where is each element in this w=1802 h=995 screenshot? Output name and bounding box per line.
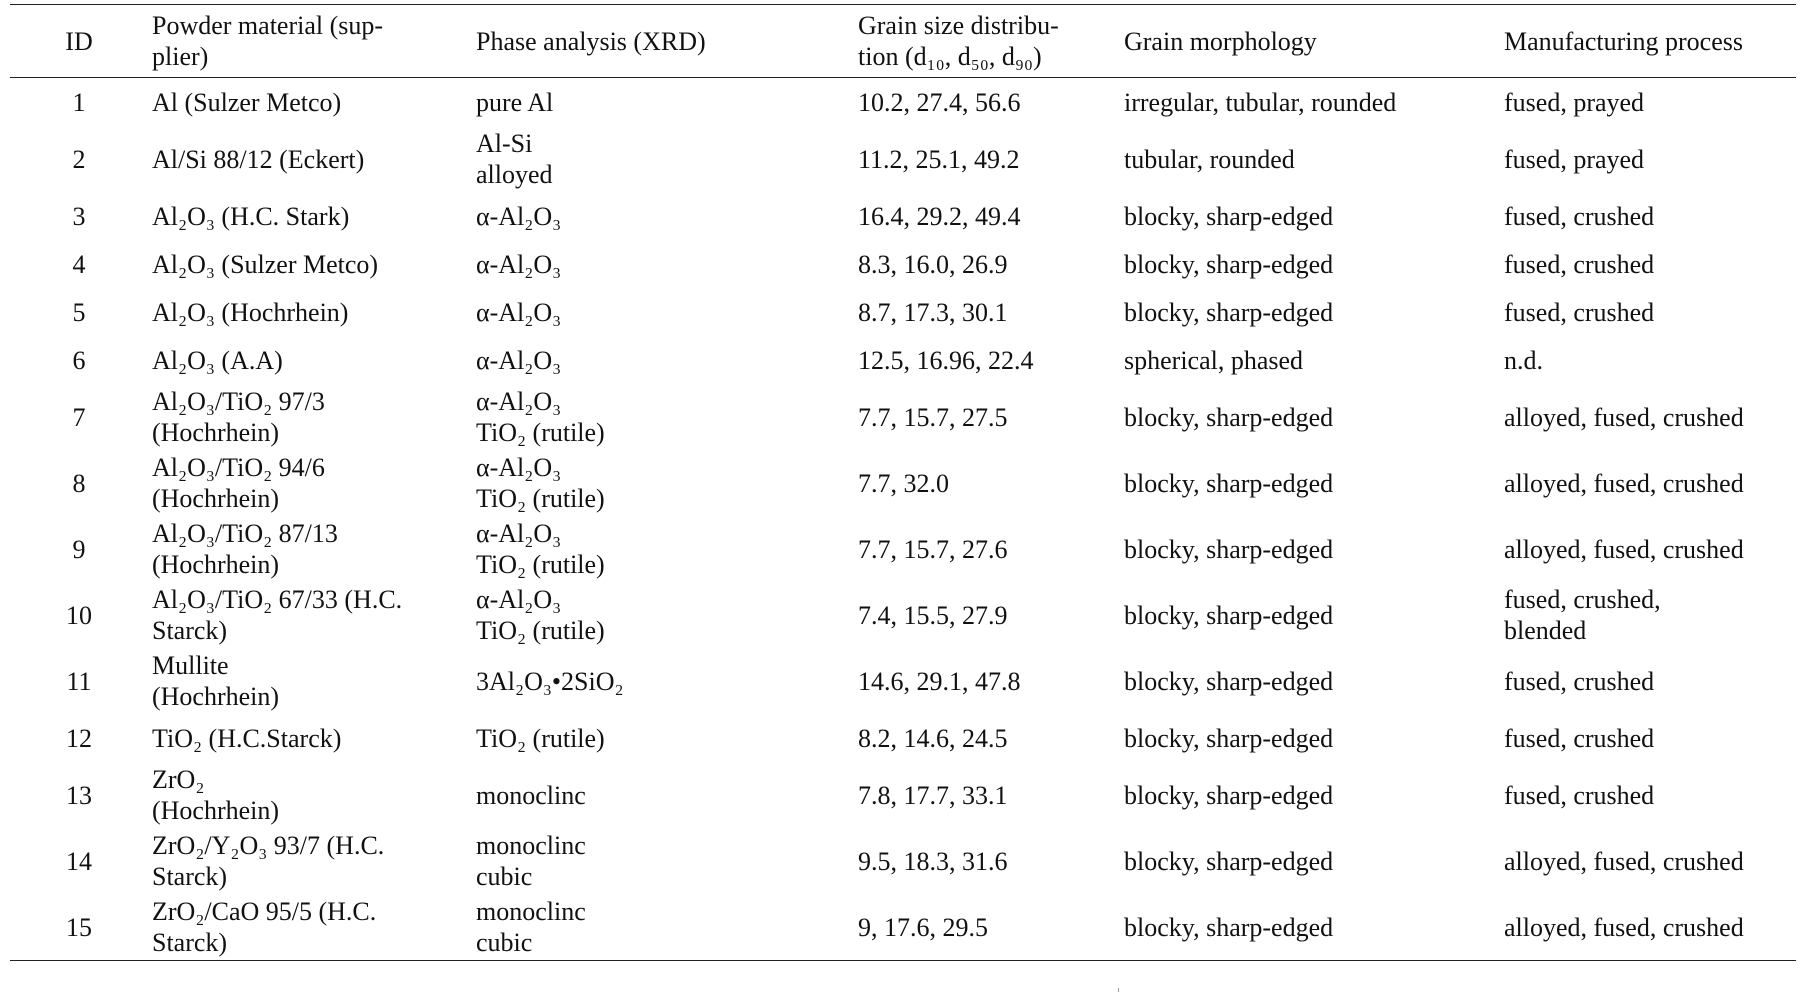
cell-line: fused, crushed (1504, 723, 1655, 753)
cell-phase-analysis (472, 126, 854, 192)
cell-powder-material (148, 288, 472, 336)
cell-id: 15 (66, 912, 92, 942)
cell-line: Starck) (152, 616, 228, 645)
table-row (10, 240, 1796, 288)
cell-line: cubic (476, 928, 533, 957)
cell-line: TiO₂ (rutile) (476, 723, 605, 753)
header-grain-morphology (1120, 5, 1500, 78)
cell-line: alloyed, fused, crushed (1504, 534, 1744, 564)
cell-line: fused, crushed, (1504, 585, 1661, 614)
cell-manufacturing-process (1500, 894, 1796, 961)
cell-powder-material (148, 126, 472, 192)
header-phase-analysis (472, 5, 854, 78)
header-id (10, 5, 148, 78)
cell-grain-morphology: blocky, sharp-edged (1124, 249, 1334, 279)
cell-powder-material (148, 762, 472, 828)
header-row (10, 5, 1796, 78)
cell-line: alloyed (476, 160, 553, 189)
table-body (10, 78, 1796, 961)
cell-line: fused, crushed (1504, 297, 1655, 327)
header-line: ID (65, 26, 93, 56)
cell-line: Al₂O₃/TiO₂ 94/6 (152, 453, 325, 482)
cell-manufacturing-process (1500, 288, 1796, 336)
cell-phase-analysis (472, 894, 854, 961)
cell-grain-morphology: blocky, sharp-edged (1124, 402, 1334, 432)
cell-id: 13 (66, 780, 92, 810)
cell-line: alloyed, fused, crushed (1504, 402, 1744, 432)
cell-grain-morphology: blocky, sharp-edged (1124, 846, 1334, 876)
cell-line: α-Al₂O₃ (476, 249, 562, 279)
header-line: Grain size distribu- (858, 11, 1059, 40)
table-row (10, 126, 1796, 192)
cell-line: Al₂O₃ (A.A) (152, 345, 283, 375)
cell-manufacturing-process (1500, 336, 1796, 384)
cell-manufacturing-process (1500, 714, 1796, 762)
cell-line: 3Al₂O₃•2SiO₂ (476, 666, 624, 696)
cell-line: fused, crushed (1504, 201, 1655, 231)
table-row (10, 288, 1796, 336)
cell-grain-morphology: blocky, sharp-edged (1124, 912, 1334, 942)
cell-phase-analysis (472, 240, 854, 288)
cell-manufacturing-process (1500, 384, 1796, 450)
table-row (10, 450, 1796, 516)
cell-line: Al₂O₃ (Hochrhein) (152, 297, 349, 327)
cell-line: Al (Sulzer Metco) (152, 87, 342, 117)
header-grain-size (854, 5, 1120, 78)
cell-line: TiO₂ (rutile) (476, 550, 605, 579)
cell-grain-morphology: blocky, sharp-edged (1124, 723, 1334, 753)
cell-manufacturing-process (1500, 828, 1796, 894)
cell-line: (Hochrhein) (152, 796, 280, 825)
cell-line: ZrO₂ (152, 765, 205, 794)
cell-manufacturing-process (1500, 126, 1796, 192)
table-row (10, 894, 1796, 961)
cell-id: 3 (72, 201, 86, 231)
cell-phase-analysis (472, 288, 854, 336)
cell-id: 5 (72, 297, 86, 327)
cell-line: Al₂O₃/TiO₂ 67/33 (H.C. (152, 585, 403, 614)
cell-phase-analysis (472, 582, 854, 648)
cell-phase-analysis (472, 384, 854, 450)
header-line: Manufacturing process (1504, 26, 1743, 56)
table-row (10, 78, 1796, 127)
cell-phase-analysis (472, 648, 854, 714)
cell-id: 6 (72, 345, 86, 375)
cell-line: Al₂O₃/TiO₂ 87/13 (152, 519, 338, 548)
cell-line: TiO₂ (rutile) (476, 484, 605, 513)
cell-grain-morphology: spherical, phased (1124, 345, 1304, 375)
cell-line: Starck) (152, 928, 228, 957)
cell-phase-analysis (472, 762, 854, 828)
cell-line: Mullite (152, 651, 229, 680)
cell-line: Starck) (152, 862, 228, 891)
table-row (10, 384, 1796, 450)
powder-materials-table (10, 4, 1796, 961)
table-row (10, 516, 1796, 582)
cell-grain-morphology: irregular, tubular, rounded (1124, 87, 1397, 117)
cell-manufacturing-process (1500, 450, 1796, 516)
header-line: Powder material (sup- (152, 11, 384, 40)
cell-phase-analysis (472, 450, 854, 516)
cell-grain-morphology: blocky, sharp-edged (1124, 780, 1334, 810)
cell-grain-size: 7.7, 32.0 (858, 468, 949, 498)
cell-grain-size: 10.2, 27.4, 56.6 (858, 87, 1021, 117)
cell-phase-analysis (472, 78, 854, 127)
cell-grain-size: 14.6, 29.1, 47.8 (858, 666, 1021, 696)
cell-grain-size: 7.4, 15.5, 27.9 (858, 600, 1008, 630)
cell-line: Al₂O₃ (H.C. Stark) (152, 201, 350, 231)
table-header (10, 5, 1796, 78)
cell-manufacturing-process (1500, 192, 1796, 240)
cell-powder-material (148, 240, 472, 288)
cell-grain-morphology: blocky, sharp-edged (1124, 600, 1334, 630)
cell-grain-size: 9, 17.6, 29.5 (858, 912, 988, 942)
cell-phase-analysis (472, 516, 854, 582)
cell-grain-size: 7.7, 15.7, 27.5 (858, 402, 1008, 432)
cell-id: 11 (66, 666, 92, 696)
cell-line: fused, crushed (1504, 666, 1655, 696)
cell-manufacturing-process (1500, 516, 1796, 582)
cell-id: 10 (66, 600, 92, 630)
cell-line: α-Al₂O₃ (476, 453, 562, 482)
cell-powder-material (148, 450, 472, 516)
cell-line: Al₂O₃/TiO₂ 97/3 (152, 387, 325, 416)
cell-grain-size: 8.2, 14.6, 24.5 (858, 723, 1008, 753)
cell-powder-material (148, 336, 472, 384)
cell-line: α-Al₂O₃ (476, 519, 562, 548)
cell-grain-size: 16.4, 29.2, 49.4 (858, 201, 1021, 231)
cell-id: 8 (72, 468, 86, 498)
cell-line: alloyed, fused, crushed (1504, 468, 1744, 498)
cell-id: 1 (72, 87, 86, 117)
cell-line: TiO₂ (rutile) (476, 616, 605, 645)
cell-line: monoclinc (476, 780, 586, 810)
cell-grain-size: 12.5, 16.96, 22.4 (858, 345, 1034, 375)
cell-manufacturing-process (1500, 762, 1796, 828)
header-line: tion (d₁₀, d₅₀, d₉₀) (858, 42, 1042, 71)
cell-line: α-Al₂O₃ (476, 345, 562, 375)
page-tick-mark (1118, 988, 1119, 992)
cell-line: α-Al₂O₃ (476, 585, 562, 614)
cell-id: 12 (66, 723, 92, 753)
cell-grain-size: 7.7, 15.7, 27.6 (858, 534, 1008, 564)
cell-line: monoclinc (476, 831, 586, 860)
header-line: plier) (152, 42, 209, 71)
cell-powder-material (148, 648, 472, 714)
cell-line: fused, prayed (1504, 144, 1645, 174)
table-row (10, 762, 1796, 828)
header-manufacturing-process (1500, 5, 1796, 78)
cell-line: (Hochrhein) (152, 484, 280, 513)
cell-line: Al/Si 88/12 (Eckert) (152, 144, 365, 174)
cell-grain-size: 11.2, 25.1, 49.2 (858, 144, 1020, 174)
cell-line: Al-Si (476, 129, 533, 158)
cell-line: pure Al (476, 87, 554, 117)
cell-line: Al₂O₃ (Sulzer Metco) (152, 249, 379, 279)
cell-powder-material (148, 78, 472, 127)
cell-line: ZrO₂/Y₂O₃ 93/7 (H.C. (152, 831, 385, 860)
cell-manufacturing-process (1500, 648, 1796, 714)
cell-id: 4 (72, 249, 86, 279)
cell-line: monoclinc (476, 897, 586, 926)
cell-powder-material (148, 192, 472, 240)
header-powder-material (148, 5, 472, 78)
cell-manufacturing-process (1500, 582, 1796, 648)
cell-grain-size: 8.7, 17.3, 30.1 (858, 297, 1008, 327)
cell-line: TiO₂ (rutile) (476, 418, 605, 447)
cell-powder-material (148, 516, 472, 582)
cell-grain-morphology: tubular, rounded (1124, 144, 1295, 174)
cell-line: fused, crushed (1504, 780, 1655, 810)
cell-grain-morphology: blocky, sharp-edged (1124, 297, 1334, 327)
table-row (10, 828, 1796, 894)
cell-line: α-Al₂O₃ (476, 201, 562, 231)
cell-id: 14 (66, 846, 92, 876)
cell-phase-analysis (472, 192, 854, 240)
cell-powder-material (148, 384, 472, 450)
table-row (10, 714, 1796, 762)
cell-line: blended (1504, 616, 1587, 645)
cell-phase-analysis (472, 714, 854, 762)
cell-powder-material (148, 714, 472, 762)
cell-id: 7 (72, 402, 86, 432)
cell-line: fused, crushed (1504, 249, 1655, 279)
cell-line: fused, prayed (1504, 87, 1645, 117)
cell-grain-morphology: blocky, sharp-edged (1124, 534, 1334, 564)
table-row (10, 192, 1796, 240)
cell-grain-size: 9.5, 18.3, 31.6 (858, 846, 1008, 876)
cell-grain-morphology: blocky, sharp-edged (1124, 666, 1334, 696)
cell-line: alloyed, fused, crushed (1504, 912, 1744, 942)
header-line: Phase analysis (XRD) (476, 26, 706, 56)
cell-manufacturing-process (1500, 78, 1796, 127)
cell-powder-material (148, 582, 472, 648)
cell-powder-material (148, 828, 472, 894)
cell-manufacturing-process (1500, 240, 1796, 288)
cell-line: α-Al₂O₃ (476, 387, 562, 416)
cell-grain-morphology: blocky, sharp-edged (1124, 201, 1334, 231)
cell-phase-analysis (472, 336, 854, 384)
cell-line: alloyed, fused, crushed (1504, 846, 1744, 876)
cell-line: n.d. (1504, 345, 1543, 375)
cell-grain-morphology: blocky, sharp-edged (1124, 468, 1334, 498)
cell-phase-analysis (472, 828, 854, 894)
cell-line: ZrO₂/CaO 95/5 (H.C. (152, 897, 377, 926)
cell-line: TiO₂ (H.C.Starck) (152, 723, 342, 753)
cell-grain-size: 8.3, 16.0, 26.9 (858, 249, 1008, 279)
cell-line: α-Al₂O₃ (476, 297, 562, 327)
cell-line: cubic (476, 862, 533, 891)
cell-line: (Hochrhein) (152, 418, 280, 447)
header-line: Grain morphology (1124, 26, 1317, 56)
cell-id: 2 (72, 144, 86, 174)
cell-id: 9 (72, 534, 86, 564)
table-row (10, 336, 1796, 384)
cell-line: (Hochrhein) (152, 550, 280, 579)
cell-powder-material (148, 894, 472, 961)
table-row (10, 648, 1796, 714)
cell-grain-size: 7.8, 17.7, 33.1 (858, 780, 1008, 810)
table-row (10, 582, 1796, 648)
cell-line: (Hochrhein) (152, 682, 280, 711)
